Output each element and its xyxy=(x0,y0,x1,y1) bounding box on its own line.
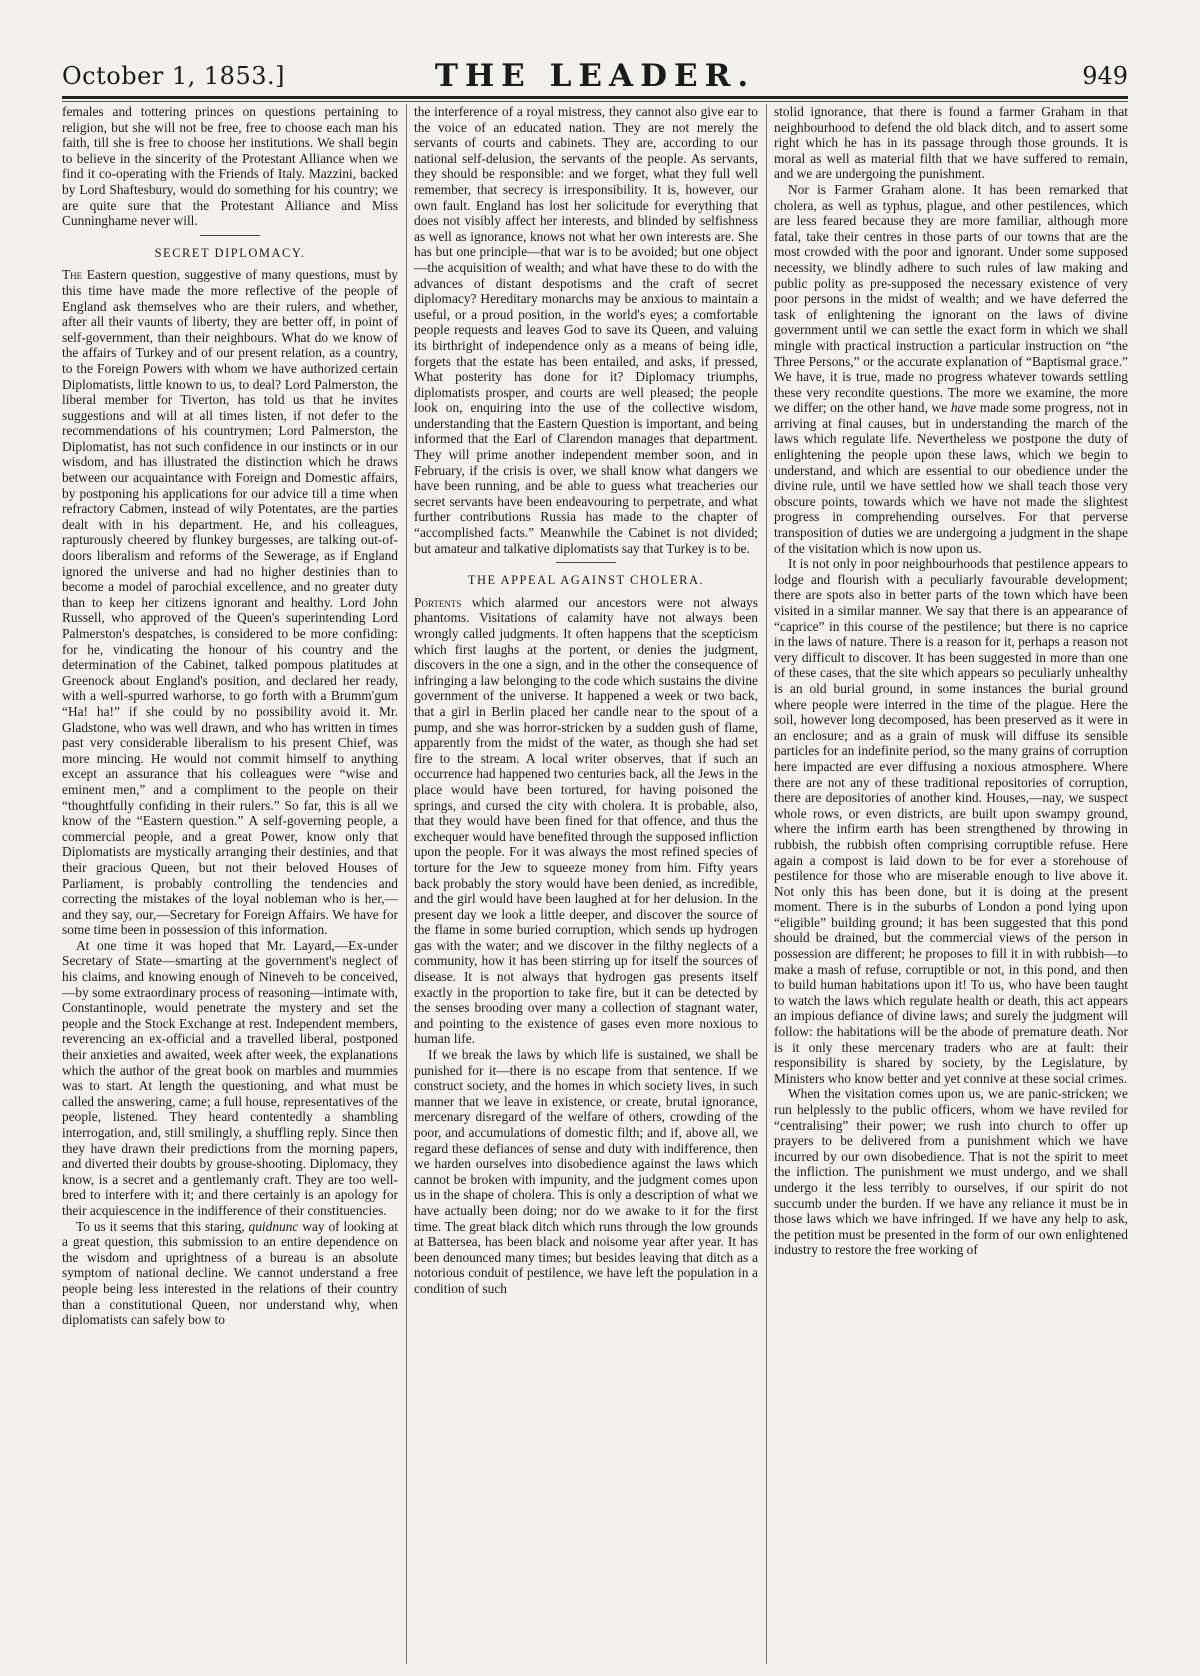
paragraph-continued: the interference of a royal mistress, they cannot also give ear to the voice of an educated nation. They are not merely the servants of courts and cabinets. They are, according to our national self-delusion, the servants of the people. As servants, they should be responsible: and we forget, what they full well remember, that secrecy is irresponsibility. It is, however, our own fault. England has lost her solicitude for everything that does not visibly affect her interests, and blinded by selfishness as well as ignorance, knows not what her own interests are. She has but one principle—that war is to be avoided; but one object—the acquisition of wealth; and what have these to do with the advances of distant despotisms and the craft of secret diplomacy? Hereditary monarchs may be anxious to maintain a useful, or a proud position, in the world's eyes; a comfortable people requests and leaves God to save its Queen, and valuing its birthright of independence only as a means of being idle, forgets that the estate has been entailed, and asks, if pressed, What posterity has done for it? Diplomacy triumphs, diplomatists prosper, and courts are well pleased; the people look on, enquiring into the use of the collective wisdom, understanding that the Eastern Question is important, and being informed that the Earl of Clarendon manages that department. They will prime another independent member soon, and in February, if the crisis is over, we shall know what dangers we have been running, and be able to guess what treacheries our secret servants have been endeavouring to perpetrate, and what further contributions Russia has made to the chapter of “accomplished facts.” Meanwhile the Cabinet is not divided; but amateur and talkative diplomatists say that Turkey is to be. xyxy=(414,104,758,556)
section-heading-cholera: THE APPEAL AGAINST CHOLERA. xyxy=(467,573,705,588)
header-rule-thin xyxy=(62,101,1128,102)
paragraph: When the visitation comes upon us, we are panic-stricken; we run helplessly to the public officers, whom we have reviled for “centralising” their power; we rush into church to offer up prayers to be delivered from a punishment which we have incurred by our own disobedience. That is not the spirit to meet the infliction. The punishment we must undergo, and we shall undergo it the less terribly to ourselves, if our spirit do not succumb under the burden. If we have any reliance it must be in those laws which we have infringed. If we have any help to ask, the petition must be presented in the form of our own enlightened industry to restore the free working of xyxy=(774,1086,1128,1258)
issue-date: October 1, 1853.] xyxy=(62,62,285,90)
lead-word: The xyxy=(62,267,83,283)
page-number: 949 xyxy=(1082,62,1128,90)
masthead-title: THE LEADER. xyxy=(434,58,756,94)
paragraph xyxy=(62,1219,398,1328)
column-divider-1 xyxy=(406,104,407,1664)
paragraph xyxy=(62,267,398,938)
header-rule xyxy=(62,96,1128,99)
paragraph xyxy=(774,182,1128,556)
paragraph: It is not only in poor neighbourhoods that pestilence appears to lodge and flourish with a peculiarly favourable development; there are spots also in better parts of the town which have been visited in a similar manner. We say that there is an appearance of “caprice” in this course of the pestilence; but there is no caprice in the laws of nature. There is a reason for it, perhaps a reason not very difficult to discover. It has been suggested in more than one of these cases, that the site which appears so peculiarly unhealthy is an old burial ground, in some instances the burial ground where people were interred in the time of the plague. Here the soil, however long decomposed, has been preserved as it were in an enclosure; and as a grain of musk will diffuse its sensible particles for an indefinite period, so the many grains of corruption here impacted are ever diffusing a noxious atmosphere. Where there are not any of these traditional repositories of corruption, there are depositories of another kind. Houses,—nay, we suspect whole rows, or even districts, are built upon swampy ground, where the infirm earth has been strengthened by throwing in rubbish, the rubbish often comprising corruptible refuse. Here again a compost is laid down to be for ever a storehouse of pestilence for those who are miserable enough to live above it. Not only this has been done, but it is doing at the present moment. There is in the suburbs of London a pond lying upon “eligible” building ground; it has been suggested that this pond should be drained, but the commercial views of the person in possession are different; he proposes to fill it in with rubbish—to make a mash of refuse, corruptible or not, in this pond, and then to build human habitations upon it! To us, who have been taught to watch the laws which regulate health or death, this act appears an impious defiance of divine laws; and surely the judgment will follow: the habitations will be the abode of premature death. Nor is it only these mercenary traders who are at fault: their responsibility is shared by society, by the Legislature, by Ministers who know better and yet connive at these social crimes. xyxy=(774,556,1128,1086)
paragraph-continued: females and tottering princes on questions pertaining to religion, but she will not be free, free to choose each man his faith, till she is free to choose her institutions. We shall begin to believe in the sincerity of the Protestant Alliance when we find it co-operating with the Friends of Italy. Mazzini, backed by Lord Shaftesbury, would do something for his country; we are quite sure that the Protestant Alliance and Miss Cunninghame never will. xyxy=(62,104,398,229)
paragraph-text: To us it seems that this staring, xyxy=(76,1218,249,1234)
column-3 xyxy=(774,104,1128,1664)
column-2 xyxy=(414,104,758,1664)
paragraph-text: which alarmed our ancestors were not always phantoms. Visitations of calamity have not always been wrongly called judgments. It often happens that the scepticism which first laughs at the portent, or denies the judgment, discovers in the one a sign, and in the other the consequence of infringing a law belonging to the code which sustains the divine government of the universe. It happened a week or two back, that a girl in Berlin placed her candle near to the spout of a pump, and she was horror-stricken by a sudden gush of flame, apparently from the midst of the water, as though she had set fire to the stream. A local writer observes, that if such an occurrence had happened two centuries back, all the Jews in the place would have been tortured, for having poisoned the springs, and cursed the city with cholera. It is probable, also, that they would have been fined for that offence, and thus the exchequer would have benefited through the supposed infliction upon the people. For it was always the most refined species of torture for the Jew to squeeze money from him. Fifty years back probably the story would have been denied, as incredible, and the girl would have been laughed at for her delusion. In the present day we look a little deeper, and discover the source of the flame in some buried corruption, which sends up hydrogen gas with the water; and we discover in the filthy neglects of a community, how it has been stirring up for itself the sources of disease. It is not always that hydrogen gas presents itself exactly in the proportion to take fire, but it can be detected by the senses brooding over many a collection of stagnant water, and pointing to the existence of gases even more noxious to human life. xyxy=(414,594,758,1047)
italic-word: have xyxy=(950,400,977,416)
paragraph-text: way of looking at a great question, this submission to an entire dependence on the wisdom and uprightness of a bureau is an absolute symptom of national decline. We cannot understand a free people being less interested in the relations of their country than a constitutional Queen, nor understand why, when diplomatists can safely bow to xyxy=(62,1218,398,1328)
page-header xyxy=(62,56,1128,96)
italic-word: quidnunc xyxy=(248,1218,299,1234)
paragraph-continued: stolid ignorance, that there is found a farmer Graham in that neighbourhood to defend the old black ditch, and to assert some right which he has in its passage through those grounds. It is moral as well as material filth that we have suffered to remain, and we are undergoing the punishment. xyxy=(774,104,1128,182)
paragraph: At one time it was hoped that Mr. Layard,—Ex-under Secretary of State—smarting at the government's neglect of his claims, and knowing enough of Nineveh to be conceived,—by some extraordinary process of reasoning—intimate with, Constantinople, would penetrate the mystery and set the people and the Stock Exchange at rest. Independent members, reverencing an ex-official and a travelled liberal, postponed their anxieties and awaited, week after week, the explanations which the author of the great book on marbles and mummies was to start. At length the questioning, and what must be called the answering, came; a full house, representatives of the people, listened. They heard contentedly a shambling interrogation, and, still smilingly, a shuffling reply. Since then they have drawn their predictions from the morning papers, and diverted their doubts by grouse-shooting. Diplomacy, they know, is a secret and a gentlemanly craft. They are too well-bred to interfere with it; and there certainly is an apology for their acquiescence in the indifference of their constituencies. xyxy=(62,937,398,1218)
lead-word: Portents xyxy=(414,594,462,610)
paragraph xyxy=(414,595,758,1047)
section-heading-secret-diplomacy: SECRET DIPLOMACY. xyxy=(154,245,306,260)
section-rule xyxy=(200,235,260,236)
column-1 xyxy=(62,104,398,1664)
column-divider-2 xyxy=(766,104,767,1664)
paragraph-text: made some progress, not in arriving at final causes, but in understanding the march of the laws which regulate life. Nevertheless we postpone the duty of enlightening the people upon these laws, which we begin to understand, and which are essential to our obedience under the divine rule, until we have settled how we shall teach those very obscure points, towards which we have not made the slightest progress in comprehending ourselves. For that perverse transposition of duties we are undergoing a judgment in the shape of the visitation which is now upon us. xyxy=(774,400,1128,556)
section-rule xyxy=(556,562,616,563)
paragraph-text: Eastern question, suggestive of many questions, must by this time have made the more reflective of the people of England ask themselves who are their rulers, and whether, after all their vaunts of liberty, they are better off, in point of self-government, than their neighbours. What do we know of the affairs of Turkey and of our present relation, as a country, to the Foreign Powers with whom we have authorized certain Diplomatists, little known to us, to deal? Lord Palmerston, the liberal member for Tiverton, has told us that he invites suggestions and will at all times listen, if not defer to the recommendations of his countrymen; Lord Palmerston, the Diplomatist, has not such confidence in our instincts or in our wisdom, and has illustrated the distinction which he draws between our acquaintance with Foreign and Domestic affairs, by postponing his applications for our advice till a time when refractory Cabmen, instead of wily Potentates, are the parties dealt with in his department. He, and his colleagues, rapturously cheered by flunkey burgesses, are talking out-of-doors liberalism and reforms of the Sewerage, as if England ignored the universe and had no higher destinies than to become a model of parochial excellence, and no greater duty than to keep her citizens ignorant and healthy. Lord John Russell, who approved of the Queen's superintending Lord Palmerston's despatches, is considered to be more confiding: for he, vindicating the honour of his country and the determination of the Cabinet, talked pompous platitudes at Greenock about England's position, and declared her ready, with a well-spurred warhorse, to go forth with a Brumm'gum “Ha! ha!” if she could by no possibility avoid it. Mr. Gladstone, who was well drawn, and who has written in times past very considerable liberalism to his present Chief, was more mincing. He would not commit himself to anything except an assurance that his colleagues were “wise and eminent men,” and a compliment to the people on their “thoughtfully confiding in their rulers.” So far, this is all we know of the “Eastern question.” A self-governing people, a commercial people, and a great Power, know only that Diplomatists are mystically arranging their destinies, and that their gracious Queen, but not their beloved Houses of Parliament, is probably controlling the tendencies and correcting the mistakes of the loyal nobleman who is her,—and they say, our,—Secretary for Foreign Affairs. We have for some time been in possession of this information. xyxy=(62,267,398,938)
paragraph: If we break the laws by which life is sustained, we shall be punished for it—there is no escape from that sentence. If we construct society, and the homes in which society lives, in such manner that we leave in existence, or create, brutal ignorance, mercenary disregard of the welfare of others, crowding of the poor, and accumulations of domestic filth; and if, above all, we regard these defiances of sense and duty with indifference, then we harden ourselves into disobedience against the laws which cannot be broken with impunity, and the judgment comes upon us in the shape of cholera. This is only a description of what we have actually been doing; nor do we awake to it for the first time. The great black ditch which runs through the low grounds at Battersea, has been black and noisome year after year. It has been denounced many times; but besides leaving that ditch as a notorious conduit of pestilence, we have left the population in a condition of such xyxy=(414,1047,758,1296)
paragraph-text: Nor is Farmer Graham alone. It has been remarked that cholera, as well as typhus, plague, and other pestilences, which are less feared because they are more familiar, although more fatal, take their centres in those parts of our towns that are the most crowded with the poor and ignorant. Under some supposed necessity, we blindly adhere to such rules of law making and public polity as pre-supposed the necessary existence of very poor persons in the midst of wealth; and we have deferred the task of enlightening the ignorant on the laws of divine government until we can settle the exact form in which we shall mingle with practical instruction a particular instruction on “the Three Persons,” or the accurate explanation of “Baptismal grace.” We have, it is true, made no progress whatever towards settling these very recondite questions. The more we examine, the more we differ; on the other hand, we xyxy=(774,181,1128,416)
